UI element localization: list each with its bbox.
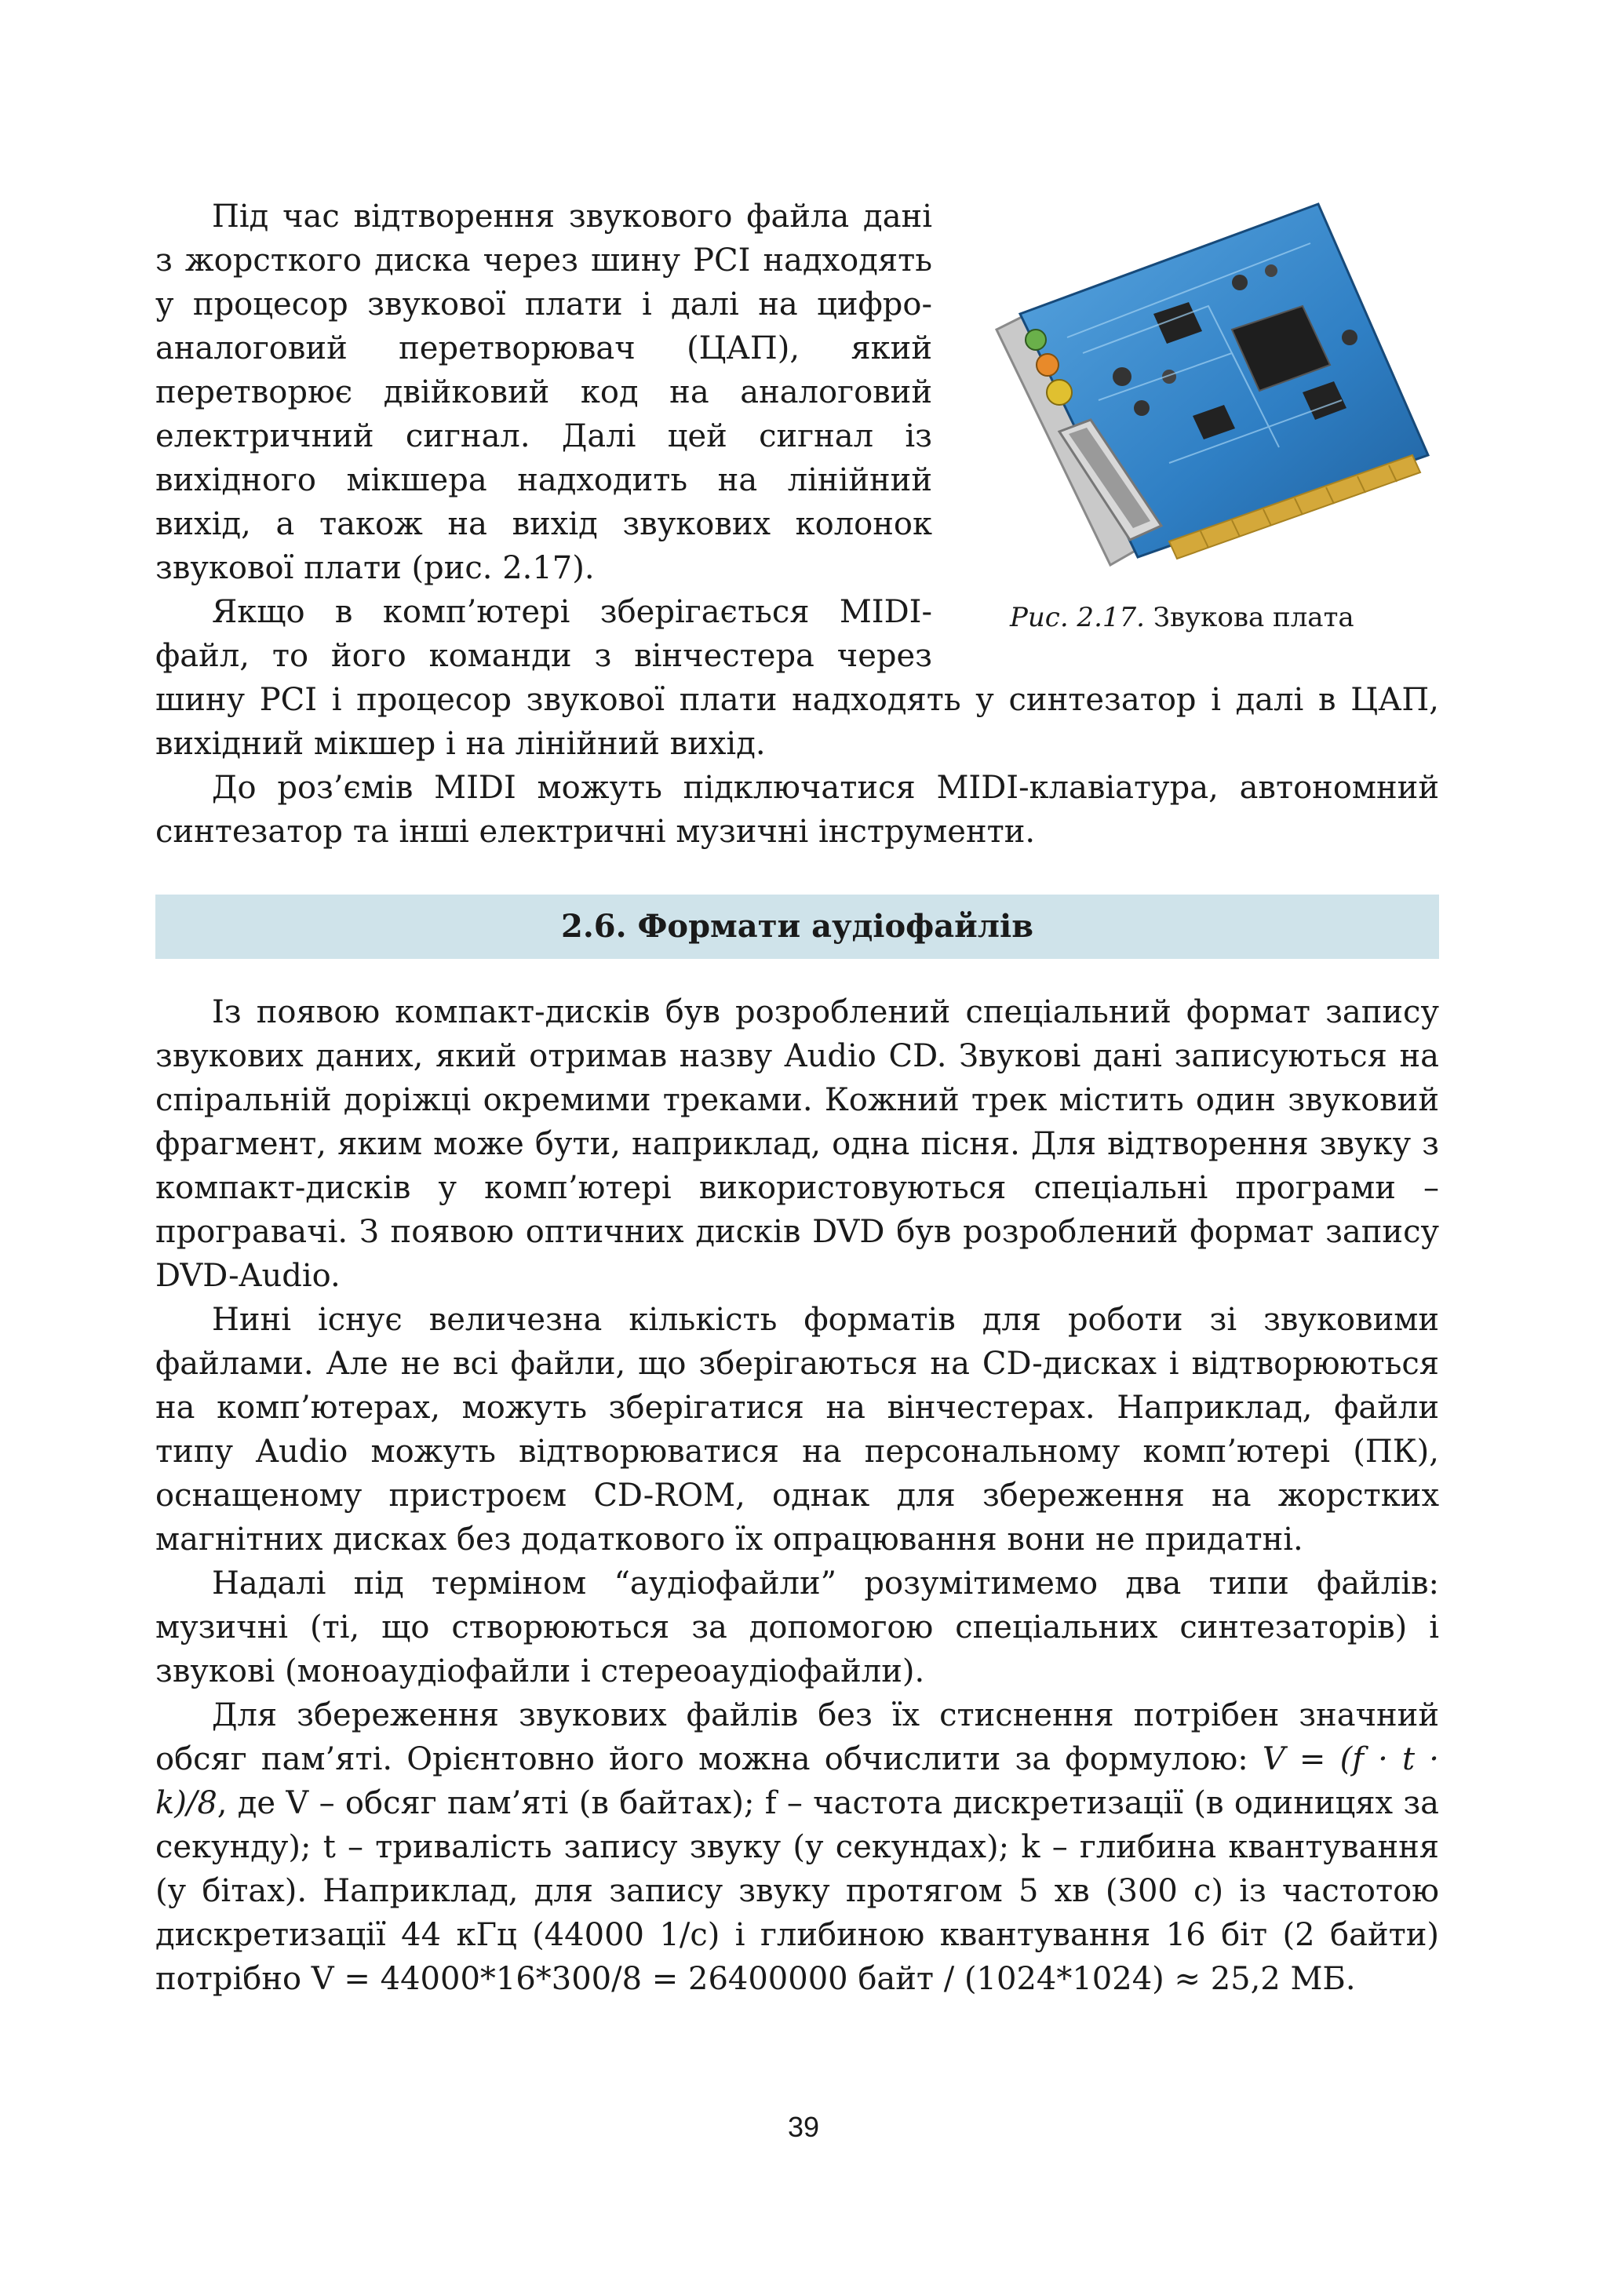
paragraph-midi-file: [155, 590, 1439, 766]
paragraph-midi-file-text: Якщо в комп’ютері зберігається MIDI-файл, то його команди з вінчестера через шину PCI і процесор звукової плати надходять у синтезатор і далі в ЦАП, вихідний мікшер і на лінійний вихід.: [155, 594, 1439, 762]
paragraph-memory-formula: [155, 1693, 1439, 2001]
paragraph-formats: Нині існує величезна кількість форматів для роботи зі звуковими файлами. Але не всі файли, що зберігаються на CD-дисках і відтворюються на комп’ютерах, можуть зберігатися на вінчестерах. Наприклад, файли типу Audio можуть відтворюватися на персональному комп’ютері (ПК), оснащеному пристроєм CD-ROM, однак для збереження на жорстких магнітних дисках без додаткового їх опрацювання вони не придатні.: [155, 1302, 1439, 1558]
figure-caption-label: Рис. 2.17.: [1010, 602, 1145, 633]
figure-caption-text: Звукова плата: [1153, 602, 1354, 633]
page-number: 39: [787, 2111, 820, 2143]
sound-card-image: [973, 196, 1444, 589]
paragraph-audio-cd: Із появою компакт-дисків був розроблений спеціальний формат запису звукових даних, який отримав назву Audio CD. Звукові дані записуються на спіральній доріжці окремими треками. Кожний трек містить один звуковий фрагмент, яким може бути, наприклад, одна пісня. Для відтворення звуку з компакт-дисків у комп’ютері використовуються спеціальні програми – програвачі. З появою оптичних дисків DVD був розроблений формат запису DVD-Audio.: [155, 994, 1439, 1294]
paragraph-playback: Під час відтворення звукового файла дані з жорсткого диска через шину PCI надходять у процесор звукової плати і далі на цифро-аналоговий перетворювач (ЦАП), який перетворює двійковий код на аналоговий електричний сигнал. Далі цей сигнал із вихідного мікшера надходить на лінійний вихід, а також на вихід звукових колонок звукової плати (рис. 2.17).: [155, 199, 932, 586]
section-title: 2.6. Формати аудіофайлів: [561, 908, 1033, 945]
formula-definitions: , де V – обсяг пам’яті (в байтах); f – частота дискретизації (в одиницях за секунду); t – тривалість запису звуку (у секундах); k – глибина квантування (у бітах). Наприклад, для запису звуку протягом 5 хв (300 с) із частотою дискретизації 44 кГц (44000 1/с) і глибиною квантування 16 біт (2 байти) потрібно V = 44000*16*300/8 = 26400000 байт / (1024*1024) ≈ 25,2 МБ.: [155, 1785, 1439, 1997]
paragraph-midi-connectors: До роз’ємів MIDI можуть підключатися MIDI-клавіатура, автономний синтезатор та інші електричні музичні інструменти.: [155, 770, 1439, 850]
paragraph-audio-files-term: Надалі під терміном “аудіофайли” розумітимемо два типи файлів: музичні (ті, що створюються за допомогою спеціальних синтезаторів) і звукові (моноаудіофайли і стереоаудіофайли).: [155, 1565, 1439, 1689]
formula-intro: Для збереження звукових файлів без їх стиснення потрібен значний обсяг пам’яті. Орієнтовно його можна обчислити за формулою:: [155, 1697, 1439, 1777]
section-heading-band: [155, 895, 1439, 959]
sound-card-figure: [973, 196, 1444, 589]
memory-formula: V = (f · t · k)/8: [155, 1741, 1440, 1821]
